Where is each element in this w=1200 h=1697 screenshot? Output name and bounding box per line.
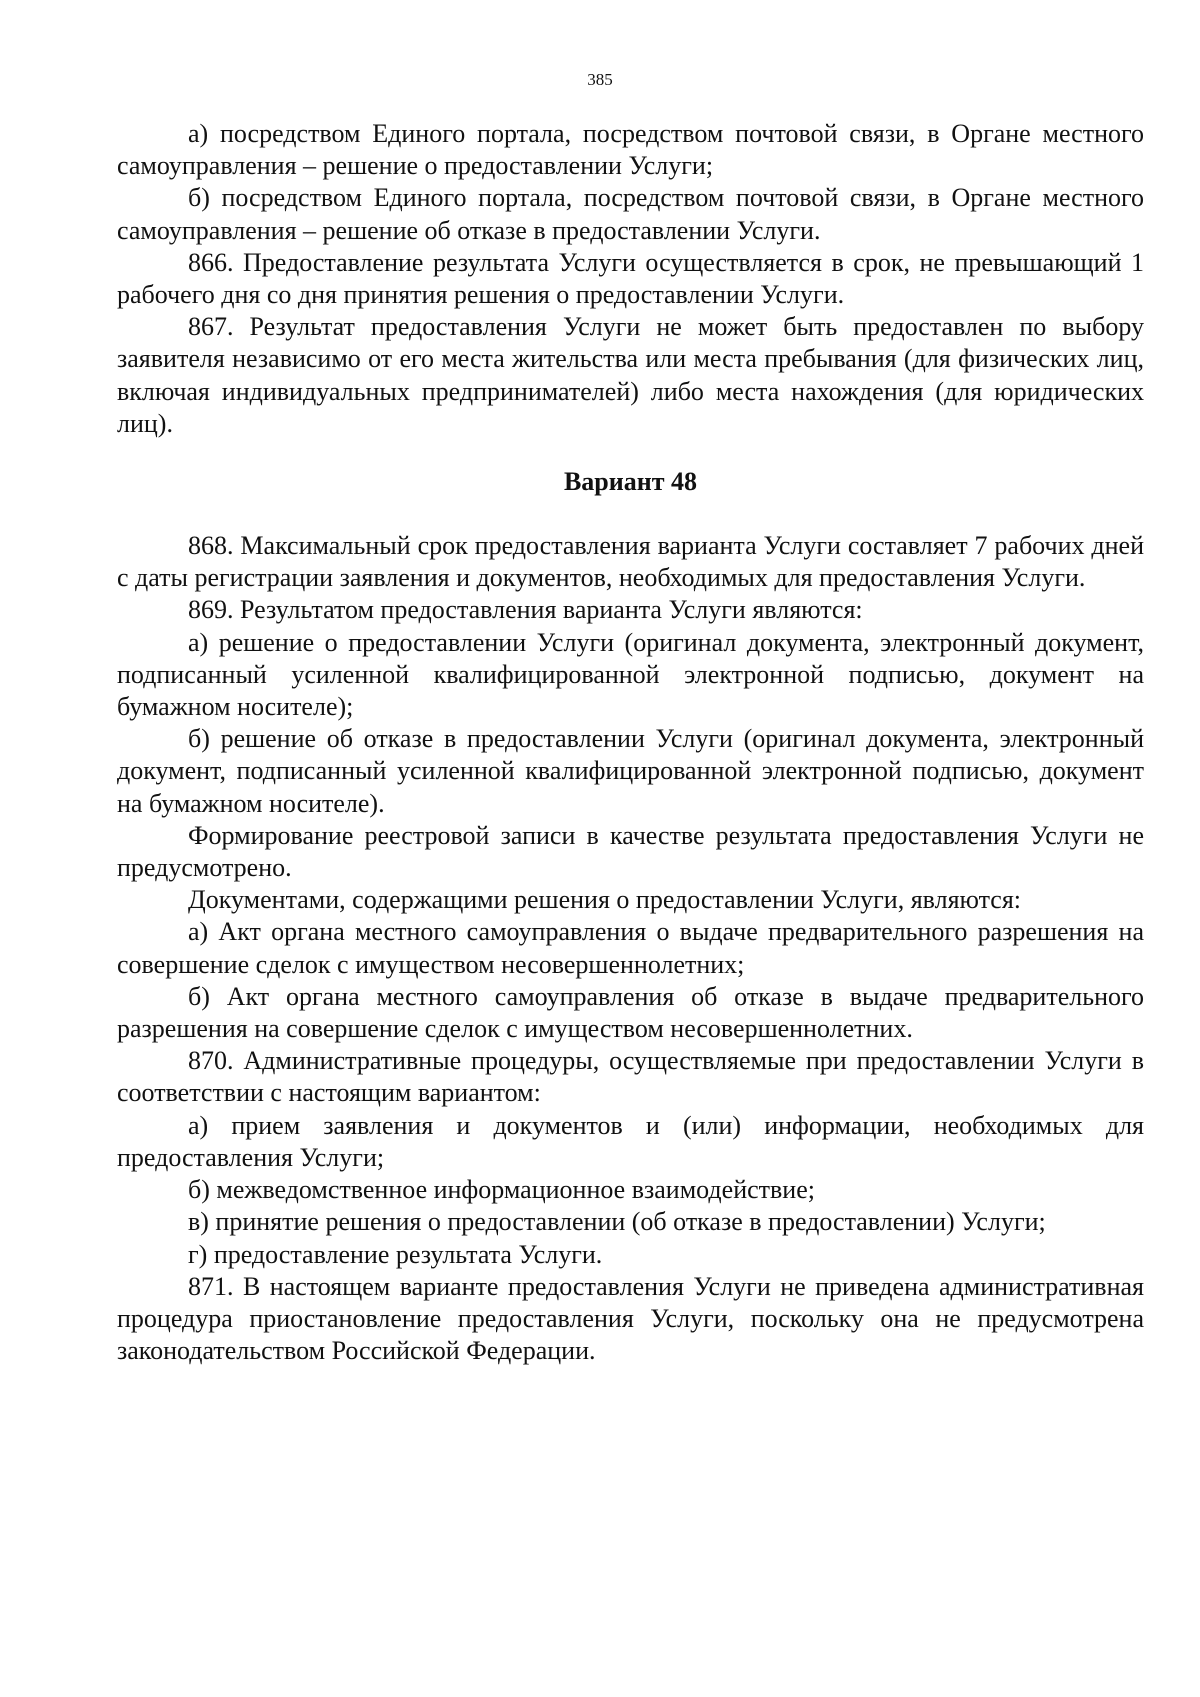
paragraph: 869. Результатом предоставления варианта Услуги являются: <box>188 595 863 625</box>
paragraph: в) принятие решения о предоставлении (об отказе в предоставлении) Услуги; <box>188 1207 1046 1237</box>
paragraph: а) Акт органа местного самоуправления о выдаче предварительного разрешения на совершение сделок с имуществом несовершеннолетних; <box>117 917 1144 979</box>
paragraph: 871. В настоящем варианте предоставления Услуги не приведена административная процедура приостановление предоставления Услуги, поскольку она не предусмотрена законодательством Российской Федерации. <box>117 1271 1144 1366</box>
section-heading: Вариант 48 <box>563 467 698 497</box>
paragraph: б) посредством Единого портала, посредством почтовой связи, в Органе местного самоуправления – решение об отказе в предоставлении Услуги. <box>117 183 1144 245</box>
paragraph: 870. Административные процедуры, осуществляемые при предоставлении Услуги в соответствии с настоящим вариантом: <box>117 1046 1144 1108</box>
paragraph: 867. Результат предоставления Услуги не может быть предоставлен по выбору заявителя независимо от его места жительства или места пребывания (для физических лиц, включая индивидуальных предпринимателей) либо места нахождения (для юридических лиц). <box>117 312 1144 438</box>
paragraph: Формирование реестровой записи в качестве результата предоставления Услуги не предусмотрено. <box>117 820 1144 883</box>
paragraph: 868. Максимальный срок предоставления варианта Услуги составляет 7 рабочих дней с даты регистрации заявления и документов, необходимых для предоставления Услуги. <box>117 531 1144 593</box>
paragraph: б) решение об отказе в предоставлении Услуги (оригинал документа, электронный документ, подписанный усиленной квалифицированной электронной подписью, документ на бумажном носителе). <box>117 724 1144 818</box>
paragraph: а) прием заявления и документов и (или) информации, необходимых для предоставления Услуги; <box>117 1110 1144 1172</box>
document-body <box>117 118 1144 1367</box>
paragraph: б) межведомственное информационное взаимодействие; <box>188 1175 815 1205</box>
paragraph: 866. Предоставление результата Услуги осуществляется в срок, не превышающий 1 рабочего дня со дня принятия решения о предоставлении Услуги. <box>117 247 1144 310</box>
paragraph: а) посредством Единого портала, посредством почтовой связи, в Органе местного самоуправления – решение о предоставлении Услуги; <box>117 119 1144 181</box>
paragraph: г) предоставление результата Услуги. <box>188 1239 603 1269</box>
paragraph: а) решение о предоставлении Услуги (оригинал документа, электронный документ, подписанный усиленной квалифицированной электронной подписью, документ на бумажном носителе); <box>117 627 1144 722</box>
paragraph: б) Акт органа местного самоуправления об отказе в выдаче предварительного разрешения на совершение сделок с имуществом несовершеннолетних. <box>117 981 1144 1044</box>
page-number: 385 <box>587 70 613 89</box>
paragraph: Документами, содержащими решения о предоставлении Услуги, являются: <box>188 885 1022 915</box>
